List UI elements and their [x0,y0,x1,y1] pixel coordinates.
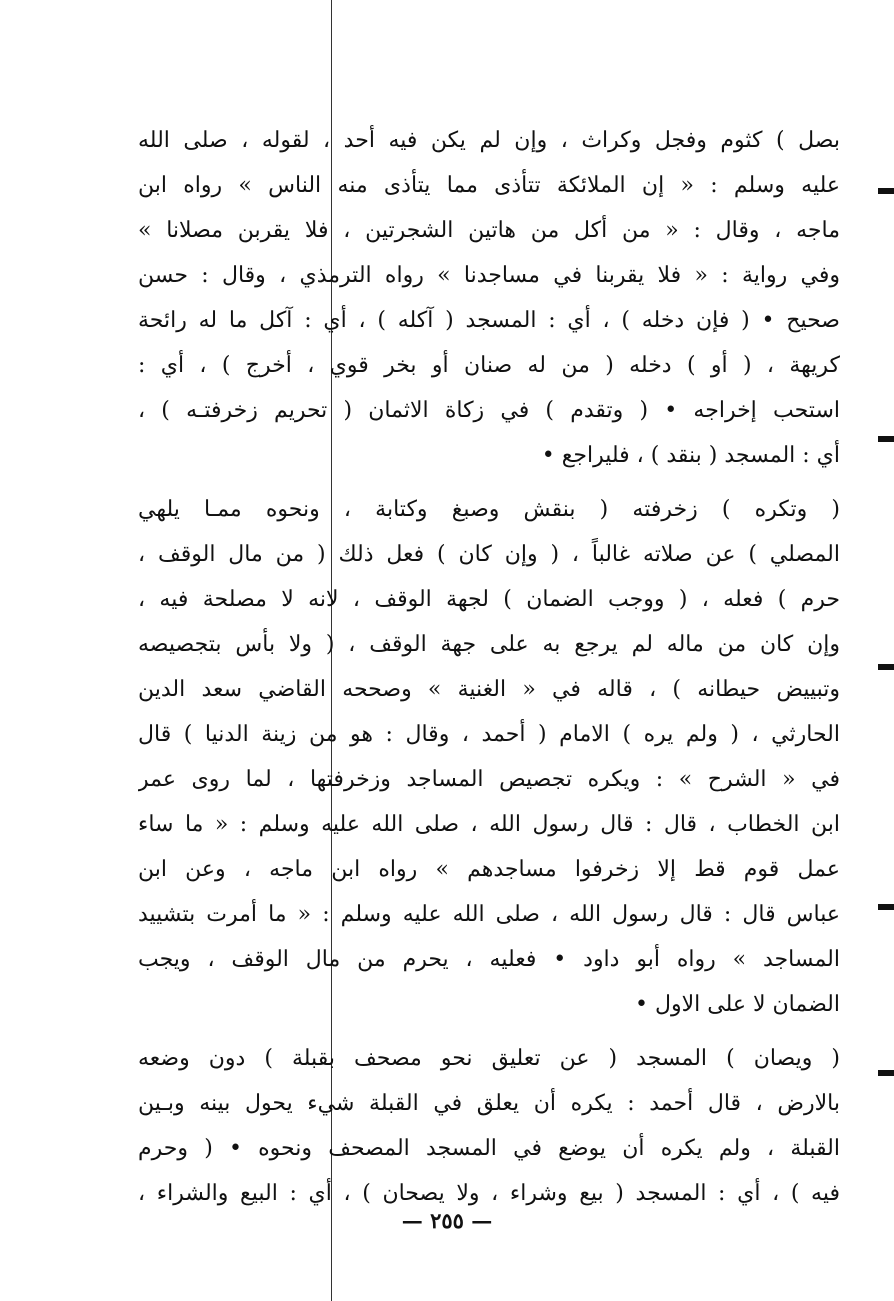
text-line: وفي رواية : « فلا يقربنا في مساجدنا » رواه الترمذي ، وقال : حسن [138,263,840,288]
text-line: صحيح • ( فإن دخله ) ، أي : المسجد ( آكله ) ، أي : آكل ما له رائحة [138,308,840,333]
text-line: أي : المسجد ( بنقد ) ، فليراجع • [541,443,840,468]
text-line: عليه وسلم : « إن الملائكة تتأذى مما يتأذى منه الناس » رواه ابن [138,173,840,198]
paragraph-1 [138,118,840,478]
text-line: وإن كان من ماله لم يرجع به على جهة الوقف ، ( ولا بأس بتجصيصه [138,632,840,657]
text-line: عباس قال : قال رسول الله ، صلى الله عليه وسلم : « ما أمرت بتشييد [138,902,840,927]
edge-mark [878,436,894,442]
text-line: استحب إخراجه • ( وتقدم ) في زكاة الاثمان ( تحريم زخرفتـه ) ، [138,398,840,423]
text-line: ماجه ، وقال : « من أكل من هاتين الشجرتين ، فلا يقربن مصلانا » [138,218,840,243]
text-line: ابن الخطاب ، قال : قال رسول الله ، صلى الله عليه وسلم : « ما ساء [138,812,840,837]
text-line: عمل قوم قط إلا زخرفوا مساجدهم » رواه ابن ماجه ، وعن ابن [138,857,840,882]
text-line: الضمان لا على الاول • [635,992,840,1017]
edge-mark [878,664,894,670]
paragraph-2 [138,487,840,1027]
paragraph-3 [138,1036,840,1216]
text-line: المصلي ) عن صلاته غالباً ، ( وإن كان ) فعل ذلك ( من مال الوقف ، [138,542,840,567]
page-number: — ٢٥٥ — [401,1208,493,1233]
text-line: بالارض ، قال أحمد : يكره أن يعلق في القبلة شيء يحول بينه وبـين [138,1091,840,1116]
text-line: المساجد » رواه أبو داود • فعليه ، يحرم من مال الوقف ، ويجب [138,947,840,972]
body-text [138,118,840,1216]
edge-mark [878,1070,894,1076]
text-line: بصل ) كثوم وفجل وكراث ، وإن لم يكن فيه أحد ، لقوله ، صلى الله [138,128,840,153]
text-line: وتبييض حيطانه ) ، قاله في « الغنية » وصححه القاضي سعد الدين [138,677,840,702]
text-line: فيه ) ، أي : المسجد ( بيع وشراء ، ولا يصحان ) ، أي : البيع والشراء ، [138,1181,840,1206]
text-line: حرم ) فعله ، ( ووجب الضمان ) لجهة الوقف ، لانه لا مصلحة فيه ، [138,587,840,612]
text-line: ( ويصان ) المسجد ( عن تعليق نحو مصحف بقبلة ) دون وضعه [138,1046,840,1071]
text-line: ( وتكره ) زخرفته ( بنقش وصبغ وكتابة ، ونحوه ممـا يلهي [138,497,840,522]
text-line: القبلة ، ولم يكره أن يوضع في المسجد المصحف ونحوه • ( وحرم [138,1136,840,1161]
text-line: في « الشرح » : ويكره تجصيص المساجد وزخرفتها ، لما روى عمر [138,767,840,792]
text-line: الحارثي ، ( ولم يره ) الامام ( أحمد ، وقال : هو من زينة الدنيا ) قال [138,722,840,747]
edge-mark [878,904,894,910]
text-line: كريهة ، ( أو ) دخله ( من له صنان أو بخر قوي ، أخرج ) ، أي : [138,353,840,378]
edge-mark [878,188,894,194]
